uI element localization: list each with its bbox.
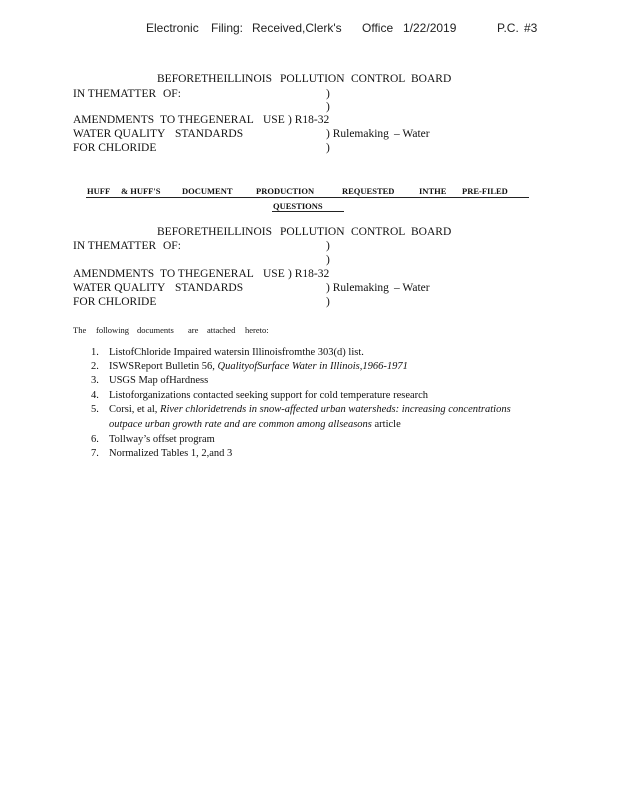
list-number: 7.	[91, 448, 99, 459]
caption-to-the-general: TO THEGENERAL	[160, 268, 254, 280]
caption-paren: )	[326, 296, 330, 308]
intro-word: following	[96, 325, 130, 335]
list-number: 5.	[91, 404, 99, 415]
caption-use: USE	[263, 268, 285, 280]
title-underline-questions	[272, 211, 344, 212]
list-text	[109, 361, 408, 372]
caption-rulemaking: ) Rulemaking	[326, 282, 389, 294]
caption-amendments: AMENDMENTS	[73, 268, 155, 280]
caption-paren: )	[326, 240, 330, 252]
caption-before-board: BEFORETHEILLINOIS	[157, 226, 272, 238]
list-text-part: Corsi, et al,	[109, 404, 161, 415]
intro-word: The	[73, 325, 87, 335]
list-number: 2.	[91, 361, 99, 372]
header-pc: P.C.	[497, 21, 519, 35]
caption-in-the-matter: IN THEMATTER	[73, 240, 157, 252]
intro-word: documents	[137, 325, 174, 335]
caption-standards: STANDARDS	[175, 128, 244, 140]
caption-paren: )	[326, 254, 330, 266]
header-date: 1/22/2019	[403, 21, 457, 35]
header-pc-number: #3	[524, 21, 538, 35]
intro-word: hereto:	[245, 325, 269, 335]
list-text: USGS Map ofHardness	[109, 375, 209, 386]
title-huffs: & HUFF'S	[121, 186, 161, 196]
list-text-part: article	[371, 419, 401, 430]
caption-control: CONTROL	[351, 73, 406, 85]
list-number: 6.	[91, 434, 99, 445]
caption-docket-number: ) R18-32	[288, 268, 330, 280]
list-text-part: ISWSReport Bulletin 56,	[109, 361, 218, 372]
caption-of: OF:	[163, 240, 181, 252]
title-underline	[86, 197, 529, 198]
caption-amendments: AMENDMENTS	[73, 114, 155, 126]
caption-rulemaking: ) Rulemaking	[326, 128, 389, 140]
caption-water: – Water	[394, 282, 430, 294]
list-text-italic: outpace urban growth rate and are common among allseasons	[109, 419, 372, 430]
title-requested: REQUESTED	[342, 186, 395, 196]
caption-pollution: POLLUTION	[280, 226, 345, 238]
caption-water-quality: WATER QUALITY	[73, 282, 166, 294]
caption-board: BOARD	[411, 73, 452, 85]
title-inthe: INTHE	[419, 186, 447, 196]
header-filing: Filing:	[211, 21, 244, 35]
caption-paren: )	[326, 101, 330, 113]
title-huff: HUFF	[87, 186, 111, 196]
list-number: 1.	[91, 347, 99, 358]
list-text-continuation	[109, 419, 401, 430]
header-electronic: Electronic	[146, 21, 199, 35]
caption-for-chloride: FOR CHLORIDE	[73, 296, 157, 308]
list-text-italic: QualityofSurface Water in Illinois,1966-1971	[217, 361, 408, 372]
caption-before-board: BEFORETHEILLINOIS	[157, 73, 272, 85]
caption-use: USE	[263, 114, 285, 126]
caption-control: CONTROL	[351, 226, 406, 238]
header-received: Received,Clerk's	[252, 21, 342, 35]
intro-word: are	[188, 325, 199, 335]
list-text	[109, 404, 511, 415]
list-number: 3.	[91, 375, 99, 386]
caption-water: – Water	[394, 128, 430, 140]
caption-paren: )	[326, 142, 330, 154]
list-text: ListofChloride Impaired watersin Illinoisfromthe 303(d) list.	[109, 347, 364, 358]
caption-for-chloride: FOR CHLORIDE	[73, 142, 157, 154]
list-text-italic: River chloridetrends in snow-affected urban watersheds: increasing concentrations	[160, 404, 511, 415]
caption-docket-number: ) R18-32	[288, 114, 330, 126]
caption-pollution: POLLUTION	[280, 73, 345, 85]
caption-in-the-matter: IN THEMATTER	[73, 88, 157, 100]
title-prefiled: PRE-FILED	[462, 186, 508, 196]
caption-board: BOARD	[411, 226, 452, 238]
caption-water-quality: WATER QUALITY	[73, 128, 166, 140]
list-text: Listoforganizations contacted seeking support for cold temperature research	[109, 390, 429, 401]
caption-to-the-general: TO THEGENERAL	[160, 114, 254, 126]
list-number: 4.	[91, 390, 99, 401]
header-office: Office	[362, 21, 394, 35]
title-production: PRODUCTION	[256, 186, 315, 196]
caption-of: OF:	[163, 88, 181, 100]
caption-paren: )	[326, 88, 330, 100]
intro-word: attached	[207, 325, 236, 335]
title-questions: QUESTIONS	[273, 201, 323, 211]
list-text: Normalized Tables 1, 2,and 3	[109, 448, 233, 459]
title-document: DOCUMENT	[182, 186, 233, 196]
list-text: Tollway’s offset program	[109, 434, 215, 445]
caption-standards: STANDARDS	[175, 282, 244, 294]
